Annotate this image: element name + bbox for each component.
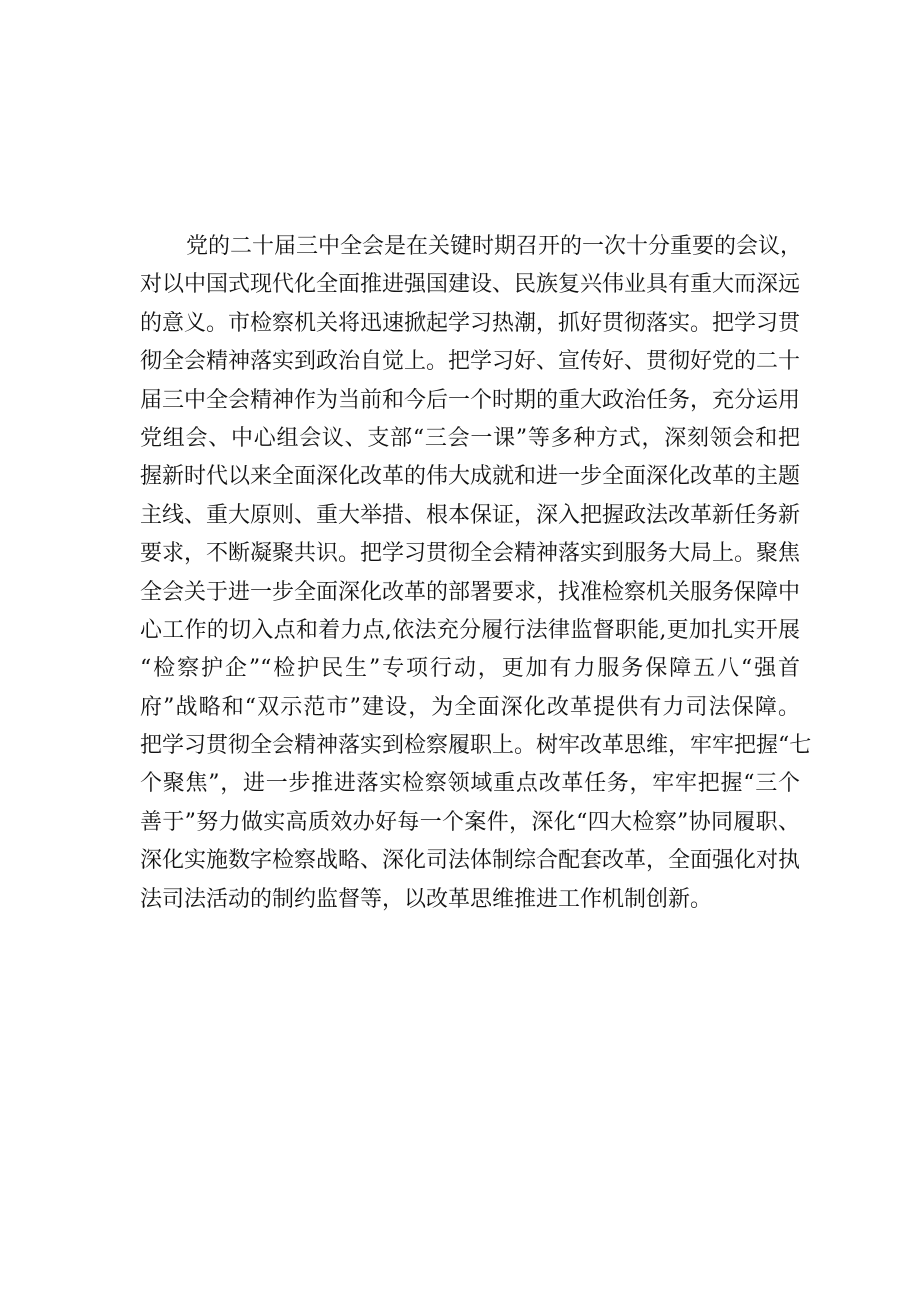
paragraph-line: “检察护企”“检护民生”专项行动，更加有力服务保障五八“强首 [140, 656, 800, 682]
paragraph-line: 对以中国式现代化全面推进强国建设、民族复兴伟业具有重大而深远 [140, 272, 801, 298]
paragraph-line: 主线、重大原则、重大举措、根本保证，深入把握政法改革新任务新 [140, 502, 801, 528]
paragraph-line: 法司法活动的制约监督等，以改革思维推进工作机制创新。 [140, 886, 713, 912]
paragraph-line: 全会关于进一步全面深化改革的部署要求，找准检察机关服务保障中 [140, 579, 801, 605]
body-paragraph [140, 228, 812, 919]
paragraph-line: 党组会、中心组会议、支部“三会一课”等多种方式，深刻领会和把 [140, 425, 800, 451]
paragraph-line: 要求，不断凝聚共识。把学习贯彻全会精神落实到服务大局上。聚焦 [140, 541, 801, 567]
paragraph-line: 党的二十届三中全会是在关键时期召开的一次十分重要的会议， [186, 234, 803, 259]
paragraph-line: 届三中全会精神作为当前和今后一个时期的重大政治任务，充分运用 [140, 387, 801, 413]
paragraph-line: 个聚焦”，进一步推进落实检察领域重点改革任务，牢牢把握“三个 [140, 771, 800, 797]
paragraph-line: 善于”努力做实高质效办好每一个案件，深化“四大检察”协同履职、 [140, 809, 800, 835]
paragraph-line: 彻全会精神落实到政治自觉上。把学习好、宣传好、贯彻好党的二十 [140, 349, 801, 375]
paragraph-line: 把学习贯彻全会精神落实到检察履职上。树牢改革思维，牢牢把握“七 [140, 733, 812, 759]
paragraph-line: 府”战略和“双示范市”建设，为全面深化改革提供有力司法保障。 [140, 694, 800, 720]
paragraph-line: 深化实施数字检察战略、深化司法体制综合配套改革，全面强化对执 [140, 848, 801, 874]
paragraph-line: 握新时代以来全面深化改革的伟大成就和进一步全面深化改革的主题 [140, 464, 801, 490]
paragraph-line: 的意义。市检察机关将迅速掀起学习热潮，抓好贯彻落实。把学习贯 [140, 310, 801, 336]
paragraph-line: 心工作的切入点和着力点,依法充分履行法律监督职能,更加扎实开展 [140, 617, 800, 643]
